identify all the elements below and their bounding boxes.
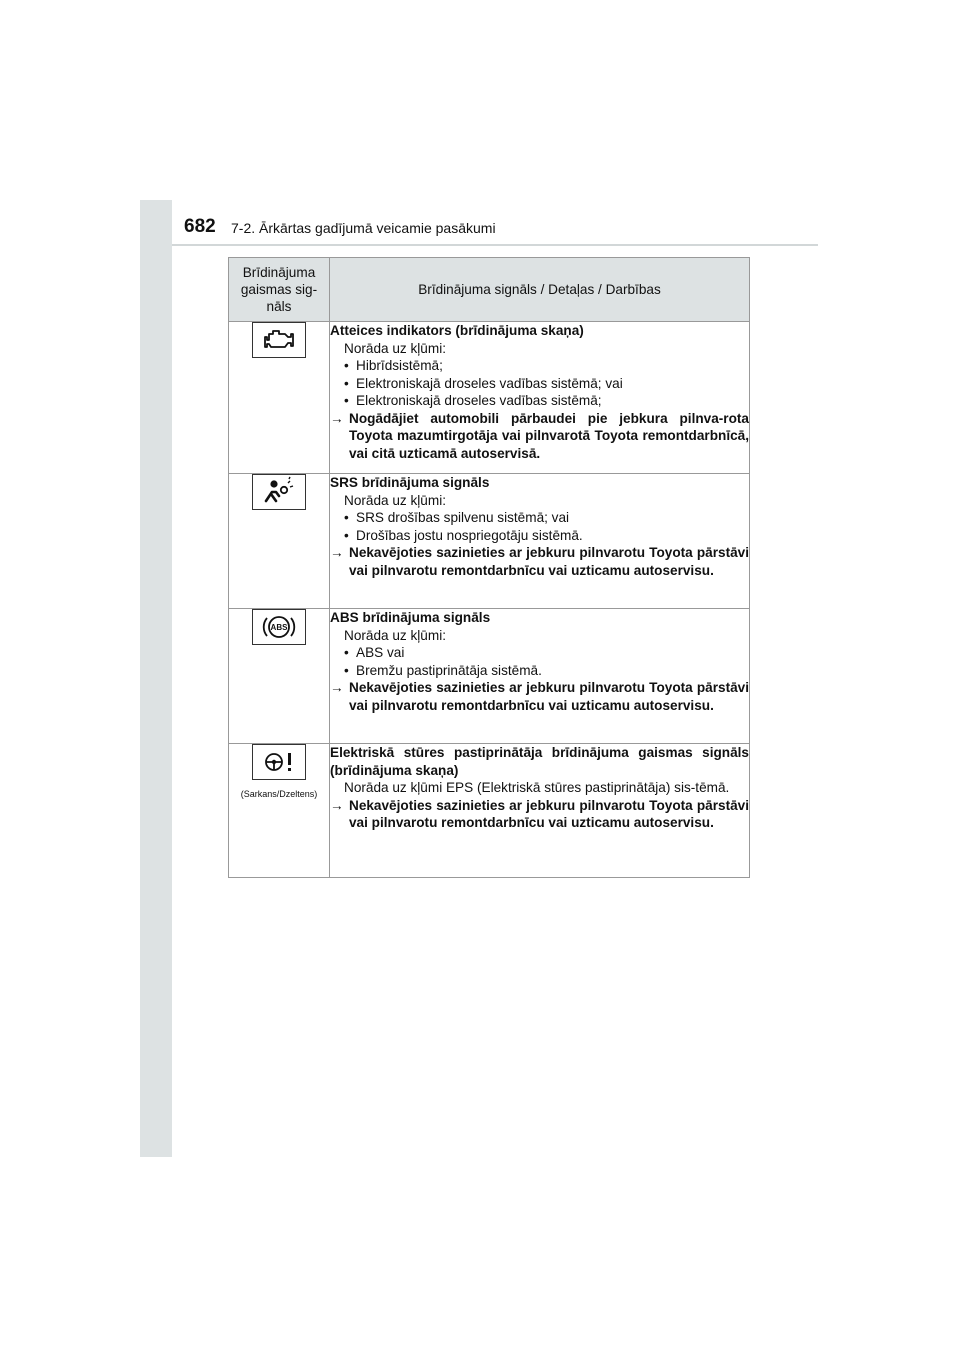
row-action <box>330 544 749 579</box>
chapter-title: 7-2. Ārkārtas gadījumā veicamie pasākumi <box>231 220 496 236</box>
action-text: Nekavējoties sazinieties ar jebkuru pilnvarotu Toyota pārstāvi vai pilnvarotu remontdarbnīcu vai uzticamu autoservisu. <box>349 680 749 713</box>
row-intro: Norāda uz kļūmi EPS (Elektriskā stūres pastiprinātāja) sis-tēmā. <box>344 780 730 795</box>
srs-airbag-icon <box>252 474 306 510</box>
list-item: • SRS drošības spilvenu sistēmā; vai <box>330 509 749 527</box>
icon-cell <box>229 744 330 878</box>
header-warning-light <box>229 258 330 322</box>
row-title: Atteices indikators (brīdinājuma skaņa) <box>330 323 584 338</box>
header-line: nāls <box>266 299 292 314</box>
row-description <box>330 609 750 744</box>
warning-light-table <box>228 257 750 878</box>
arrow-icon: → <box>330 545 344 560</box>
page-number: 682 <box>184 216 216 237</box>
row-intro: Norāda uz kļūmi: <box>344 492 446 508</box>
arrow-icon: → <box>330 797 344 813</box>
check-engine-icon <box>252 322 306 358</box>
icon-cell <box>229 322 330 474</box>
list-item: • Hibrīdsistēmā; <box>330 357 749 375</box>
side-tab-bar <box>140 200 172 1157</box>
row-description <box>330 322 750 474</box>
action-text: Nekavējoties sazinieties ar jebkuru pilnvarotu Toyota pārstāvi vai pilnvarotu remontdarbnīcu vai uzticamu autoservisu. <box>349 797 749 830</box>
icon-caption: (Sarkans/Dzeltens) <box>240 788 318 799</box>
eps-steering-icon <box>252 744 306 780</box>
row-action <box>330 797 749 832</box>
list-item: • Bremžu pastiprinātāja sistēmā. <box>330 662 749 680</box>
arrow-icon: → <box>330 410 344 426</box>
row-intro: Norāda uz kļūmi: <box>344 627 446 643</box>
list-item: • Drošības jostu nospriegotāju sistēmā. <box>330 527 749 545</box>
row-description <box>330 744 750 878</box>
header-line: gaismas sig- <box>240 282 318 297</box>
header-rule <box>172 244 818 246</box>
arrow-icon: → <box>330 680 344 695</box>
list-item: • Elektroniskajā droseles vadības sistēmā; vai <box>330 375 749 393</box>
table-header-row <box>229 258 750 322</box>
abs-icon <box>252 609 306 645</box>
list-item: • Elektroniskajā droseles vadības sistēmā; <box>330 392 749 410</box>
row-title: Elektriskā stūres pastiprinātāja brīdinājuma gaismas signāls (brīdinājuma skaņa) <box>330 745 749 778</box>
header-line: Brīdinājuma <box>242 265 316 280</box>
row-description <box>330 474 750 609</box>
icon-cell <box>229 609 330 744</box>
row-action <box>330 410 749 463</box>
table-row <box>229 744 750 878</box>
icon-cell <box>229 474 330 609</box>
list-item: • ABS vai <box>330 644 749 662</box>
table-row <box>229 322 750 474</box>
row-title: ABS brīdinājuma signāls <box>330 610 491 625</box>
action-text: Nogādājiet automobili pārbaudei pie jebkura pilnva-rota Toyota mazumtirgotāja vai pilnvarotā Toyota remontdarbnīcā, vai citā uzticamā autoservisā. <box>349 410 749 461</box>
table-row <box>229 474 750 609</box>
header-details: Brīdinājuma signāls / Detaļas / Darbības <box>330 258 750 322</box>
abs-icon-label: ABS <box>270 623 288 632</box>
row-action <box>330 679 749 714</box>
table-row <box>229 609 750 744</box>
row-title: SRS brīdinājuma signāls <box>330 475 490 490</box>
row-intro: Norāda uz kļūmi: <box>344 340 446 356</box>
action-text: Nekavējoties sazinieties ar jebkuru pilnvarotu Toyota pārstāvi vai pilnvarotu remontdarbnīcu vai uzticamu autoservisu. <box>349 545 749 578</box>
